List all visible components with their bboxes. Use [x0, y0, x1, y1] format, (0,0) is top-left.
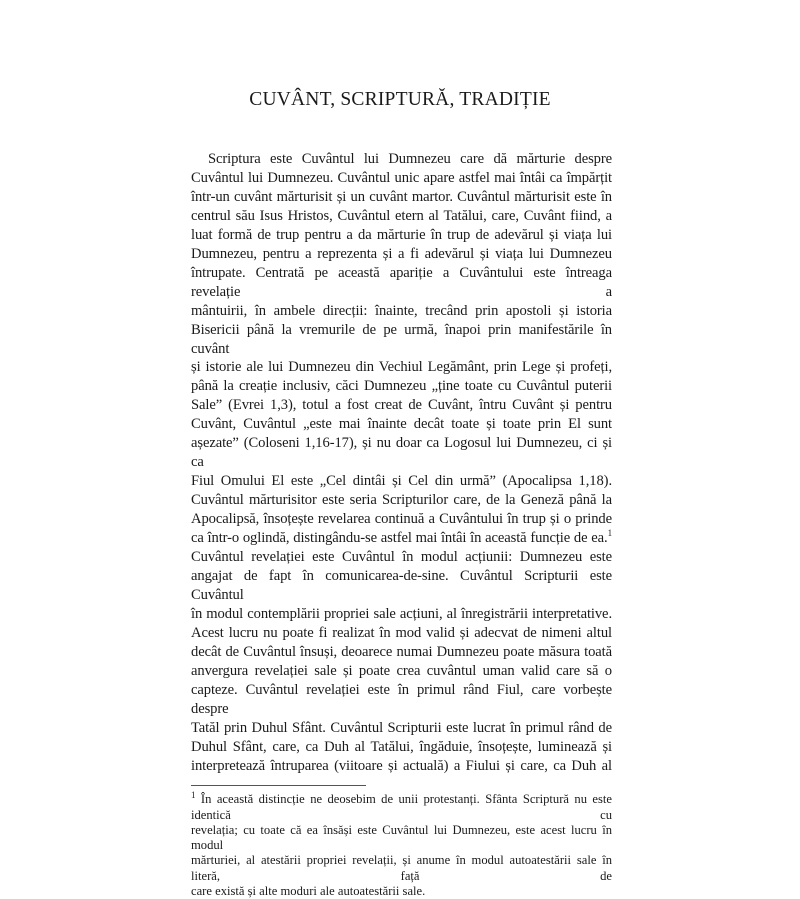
body-line: Scriptura este Cuvântul lui Dumnezeu care dă mărturie despre — [208, 151, 612, 167]
chapter-title: CUVÂNT, SCRIPTURĂ, TRADIȚIE — [249, 89, 551, 110]
body-line: într-un cuvânt mărturisit și un cuvânt martor. Cuvântul mărturisit este în — [191, 188, 612, 205]
body-line: Acest lucru nu poate fi realizat în mod valid și adecvat de nimeni altul — [191, 624, 612, 641]
footnote-number: 1 — [191, 790, 196, 801]
body-line: Cuvânt, Cuvântul „este mai înainte decât toate și toate prin El sunt — [191, 416, 612, 433]
footnote-line — [191, 791, 612, 823]
body-line: luat formă de trup pentru a da mărturie în trup de adevărul și viața lui — [191, 226, 612, 243]
body-line-text: ca într-o oglindă, distingându-se astfel mai întâi în această funcție de ea. — [191, 530, 608, 547]
body-line: Fiul Omului El este „Cel dintâi și Cel din urmă” (Apocalipsa 1,18). — [191, 473, 612, 490]
footnote-line: care există și alte moduri ale autoatestării sale. — [191, 883, 426, 898]
footnote-text: În această distincție ne deosebim de unii protestanți. Sfânta Scriptură nu este identică cu — [191, 792, 612, 822]
footnote-reference[interactable]: 1 — [607, 528, 612, 539]
footnotes — [191, 791, 612, 899]
body-line: mântuirii, în ambele direcții: înainte, trecând prin apostoli și istoria — [191, 302, 612, 319]
body-line: Dumnezeu, pentru a reprezenta și a fi adevărul și viața lui Dumnezeu — [191, 245, 612, 262]
body-line: angajat de fapt în comunicarea-de-sine. Cuvântul Scripturii este Cuvântul — [191, 567, 612, 603]
body-line: Duhul Sfânt, care, ca Duh al Tatălui, îngăduie, însoțește, luminează și — [191, 738, 612, 755]
body-line: centrul său Isus Hristos, Cuvântul etern al Tatălui, care, Cuvânt fiind, a — [191, 207, 612, 224]
body-text — [191, 150, 612, 775]
body-line: până la creație inclusiv, căci Dumnezeu „ține toate cu Cuvântul puterii — [191, 378, 612, 395]
body-line: Tatăl prin Duhul Sfânt. Cuvântul Scripturii este lucrat în primul rând de — [191, 719, 612, 736]
body-line: Apocalipsă, însoțește revelarea continuă a Cuvântului în trup și o prinde — [191, 511, 612, 528]
body-line: și istorie ale lui Dumnezeu din Vechiul Legământ, prin Lege și profeți, — [191, 359, 612, 376]
body-line: Bisericii până la vremurile de pe urmă, înapoi prin manifestările în cuvânt — [191, 321, 612, 357]
footnote-line: revelația; cu toate că ea însăși este Cuvântul lui Dumnezeu, este acest lucru în modul — [191, 823, 612, 853]
body-line: interpretează întruparea (viitoare și actuală) a Fiului și care, ca Duh al — [191, 757, 612, 774]
body-line: Cuvântul revelației este Cuvântul în modul acțiunii: Dumnezeu este — [191, 549, 612, 566]
body-line: Sale” (Evrei 1,3), totul a fost creat de Cuvânt, întru Cuvânt și pentru — [191, 397, 612, 414]
body-line: întrupate. Centrată pe această apariție a Cuvântului este întreaga revelație a — [191, 264, 612, 300]
body-line: anvergura revelației sale și poate crea cuvântul uman valid care să o — [191, 662, 612, 679]
body-line: în modul contemplării propriei sale acțiuni, al înregistrării interpretative. — [191, 605, 612, 622]
page-content — [191, 150, 612, 899]
footnote-line: mărturiei, al atestării propriei revelații, și anume în modul autoatestării sale în literă, față de — [191, 853, 612, 883]
body-line: capteze. Cuvântul revelației este în primul rând Fiul, care vorbește despre — [191, 681, 612, 717]
footnote-divider — [191, 785, 366, 786]
body-line: așezate” (Coloseni 1,16-17), și nu doar ca Logosul lui Dumnezeu, ci și ca — [191, 435, 612, 471]
body-line: Cuvântul mărturisitor este seria Scripturilor care, de la Geneză până la — [191, 492, 612, 509]
body-line: Cuvântul lui Dumnezeu. Cuvântul unic apare astfel mai întâi ca împărțit — [191, 169, 612, 186]
body-line: decât de Cuvântul însuși, deoarece numai Dumnezeu poate măsura toată — [191, 643, 612, 660]
body-line — [191, 529, 612, 548]
